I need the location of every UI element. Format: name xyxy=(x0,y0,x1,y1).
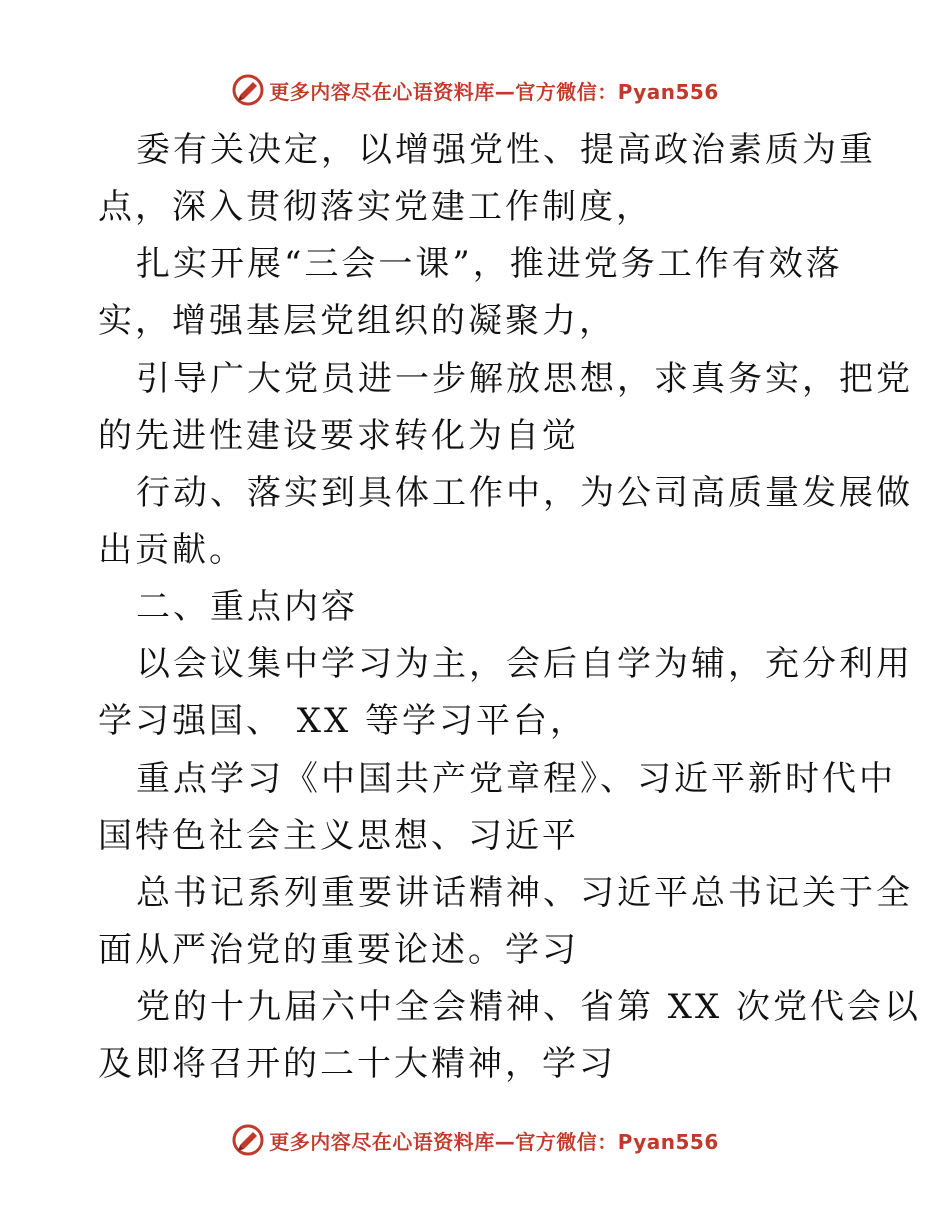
text-line: 及即将召开的二十大精神，学习 xyxy=(98,1044,616,1084)
text-line: 委有关决定，以增强党性、提高政治素质为重 xyxy=(136,130,876,170)
banner-text: 更多内容尽在心语资料库—官方微信：Pyan556 xyxy=(269,1129,719,1154)
header-banner xyxy=(0,70,950,110)
text-line: 实，增强基层党组织的凝聚力， xyxy=(98,301,616,341)
section-heading: 二、重点内容 xyxy=(136,587,358,627)
document-body xyxy=(0,124,950,1104)
logo-icon xyxy=(231,73,265,107)
text-line: 总书记系列重要讲话精神、习近平总书记关于全 xyxy=(136,873,913,913)
text-line: 面从严治党的重要论述。学习 xyxy=(98,930,579,970)
text-line: 以会议集中学习为主，会后自学为辅，充分利用 xyxy=(136,644,913,684)
text-line: 点，深入贯彻落实党建工作制度， xyxy=(98,187,653,227)
banner-text: 更多内容尽在心语资料库—官方微信：Pyan556 xyxy=(269,79,719,104)
text-line: 引导广大党员进一步解放思想，求真务实，把党 xyxy=(136,359,913,399)
text-line: 党的十九届六中全会精神、省第 XX 次党代会以 xyxy=(136,987,922,1027)
text-line: 扎实开展“三会一课”，推进党务工作有效落 xyxy=(136,244,843,284)
logo-icon xyxy=(231,1123,265,1157)
text-line: 重点学习《中国共产党章程》、习近平新时代中 xyxy=(136,759,896,799)
footer-banner xyxy=(0,1120,950,1160)
text-line: 国特色社会主义思想、习近平 xyxy=(98,816,579,856)
text-line: 的先进性建设要求转化为自觉 xyxy=(98,416,579,456)
text-line: 学习强国、 XX 等学习平台， xyxy=(98,701,588,741)
text-line: 出贡献。 xyxy=(98,530,246,570)
text-line: 行动、落实到具体工作中，为公司高质量发展做 xyxy=(136,473,913,513)
